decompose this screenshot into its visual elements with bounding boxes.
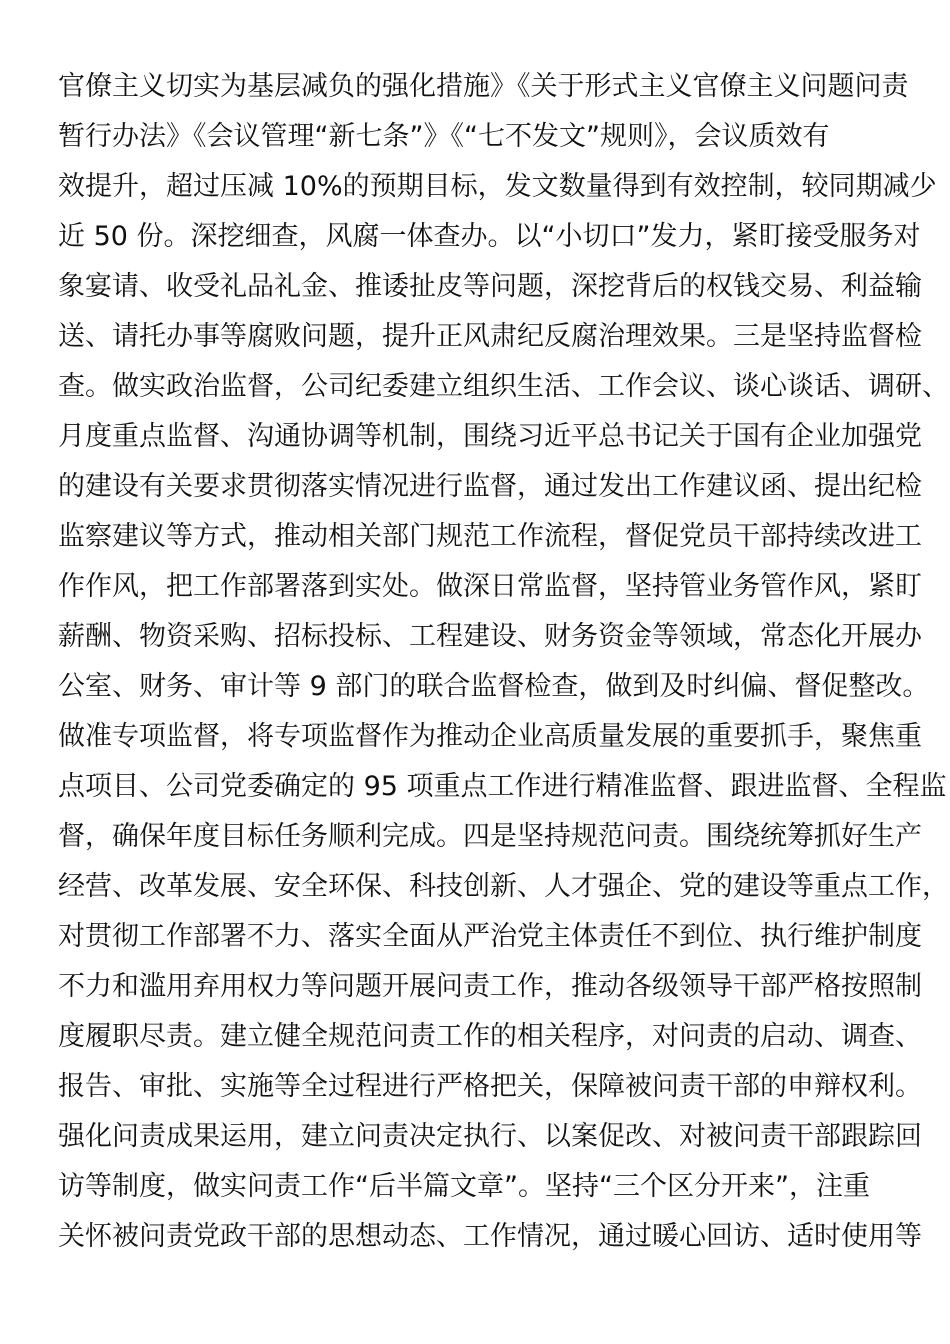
text-line: 点项目、公司党委确定的 95 项重点工作进行精准监督、跟进监督、全程监 [58, 771, 947, 802]
body-text [58, 62, 949, 1262]
text-line: 作作风，把工作部署落到实处。做深日常监督，坚持管业务管作风，紧盯 [58, 571, 922, 602]
text-line: 度履职尽责。建立健全规范问责工作的相关程序，对问责的启动、调查、 [58, 1021, 922, 1052]
text-line: 查。做实政治监督，公司纪委建立组织生活、工作会议、谈心谈话、调研、 [58, 371, 949, 402]
text-line: 做准专项监督，将专项监督作为推动企业高质量发展的重要抓手，聚焦重 [58, 721, 922, 752]
text-line: 送、请托办事等腐败问题，提升正风肃纪反腐治理效果。三是坚持监督检 [58, 321, 922, 352]
text-line: 报告、审批、实施等全过程进行严格把关，保障被问责干部的申辩权利。 [58, 1071, 922, 1102]
text-line: 关怀被问责党政干部的思想动态、工作情况，通过暖心回访、适时使用等 [58, 1221, 922, 1252]
text-line: 官僚主义切实为基层减负的强化措施》《关于形式主义官僚主义问题问责 [58, 71, 909, 102]
text-line: 对贯彻工作部署不力、落实全面从严治党主体责任不到位、执行维护制度 [58, 921, 922, 952]
text-line: 月度重点监督、沟通协调等机制，围绕习近平总书记关于国有企业加强党 [58, 421, 922, 452]
text-line: 暂行办法》《会议管理“新七条”》《“七不发文”规则》，会议质效有 [58, 121, 830, 152]
text-line: 公室、财务、审计等 9 部门的联合监督检查，做到及时纠偏、督促整改。 [58, 671, 930, 702]
text-line: 监察建议等方式，推动相关部门规范工作流程，督促党员干部持续改进工 [58, 521, 922, 552]
text-line: 经营、改革发展、安全环保、科技创新、人才强企、党的建设等重点工作， [58, 871, 949, 902]
text-line: 薪酬、物资采购、招标投标、工程建设、财务资金等领域，常态化开展办 [58, 621, 922, 652]
text-line: 象宴请、收受礼品礼金、推诿扯皮等问题，深挖背后的权钱交易、利益输 [58, 271, 922, 302]
text-line: 强化问责成果运用，建立问责决定执行、以案促改、对被问责干部跟踪回 [58, 1121, 922, 1152]
text-line: 不力和滥用弃用权力等问题开展问责工作，推动各级领导干部严格按照制 [58, 971, 922, 1002]
text-line: 效提升，超过压减 10%的预期目标，发文数量得到有效控制，较同期减少 [58, 171, 937, 202]
text-line: 的建设有关要求贯彻落实情况进行监督，通过发出工作建议函、提出纪检 [58, 471, 922, 502]
text-line: 督，确保年度目标任务顺利完成。四是坚持规范问责。围绕统筹抓好生产 [58, 821, 922, 852]
text-line: 访等制度，做实问责工作“后半篇文章”。坚持“三个区分开来”，注重 [58, 1171, 870, 1202]
text-line: 近 50 份。深挖细查，风腐一体查办。以“小切口”发力，紧盯接受服务对 [58, 221, 921, 252]
